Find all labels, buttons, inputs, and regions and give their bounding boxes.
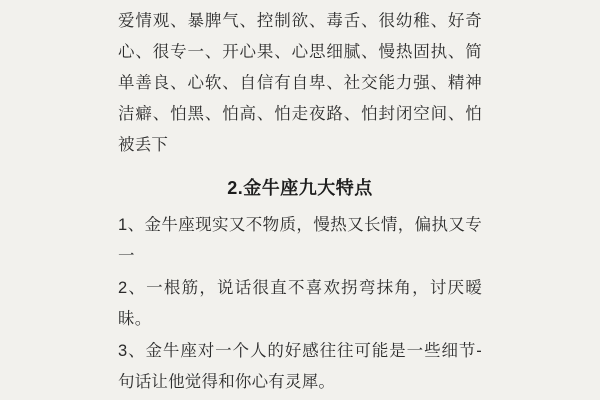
list-item: 2、一根筋，说话很直不喜欢拐弯抹角，讨厌暧昧。 [118, 279, 482, 328]
section-heading: 2.金牛座九大特点 [227, 178, 373, 198]
intro-paragraph: 爱情观、暴脾气、控制欲、毒舌、很幼稚、好奇心、很专一、开心果、心思细腻、慢热固执、简单善良、心软、自信有自卑、社交能力强、精神洁癖、怕黑、怕高、怕走夜路、怕封闭空间、怕被丢下 [118, 12, 482, 154]
list-item: 3、金牛座对一个人的好感往往可能是一些细节-句话让他觉得和你心有灵犀。 [118, 342, 482, 391]
list-item: 1、金牛座现实又不物质，慢热又长情，偏执又专一 [118, 216, 482, 265]
